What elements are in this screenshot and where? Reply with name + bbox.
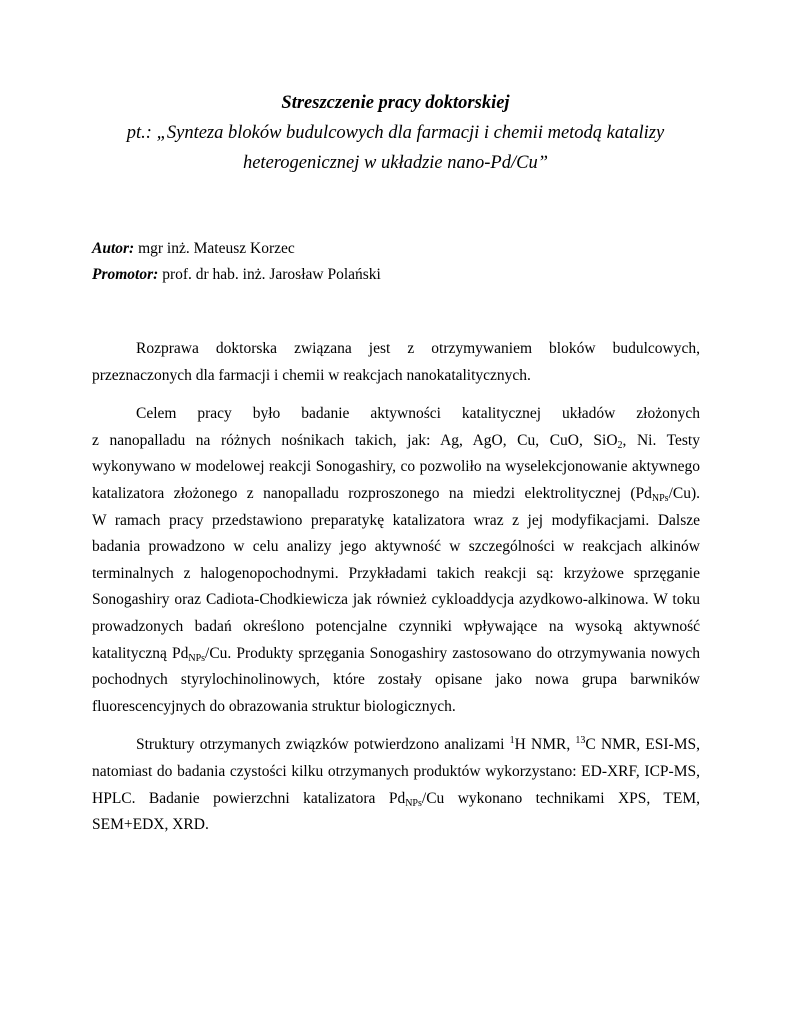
paragraph-line: badania prowadzono w celu analizy jego aktywność w szczególności w reakcjach alkinów <box>92 538 700 556</box>
paragraph-line: przeznaczonych dla farmacji i chemii w reakcjach nanokatalitycznych. <box>92 366 531 384</box>
text-run: C NMR, ESI-MS, <box>585 736 700 754</box>
paragraph-line: terminalnych z halogenopochodnymi. Przykładami takich reakcji są: krzyżowe sprzęganie <box>92 564 700 582</box>
paragraph-line: W ramach pracy przedstawiono preparatykę katalizatora wraz z jej modyfikacjami. Dalsze <box>92 511 700 529</box>
text-run: Struktury otrzymanych związków potwierdzono analizami <box>136 736 510 754</box>
paragraph-line: Sonogashiry oraz Cadiota-Chodkiewicza jak również cykloaddycja azydkowo-alkinowa. W toku <box>92 591 700 609</box>
promotor-row <box>92 262 381 288</box>
promotor-value: prof. dr hab. inż. Jarosław Polański <box>162 266 381 283</box>
paragraph-1 <box>92 336 700 389</box>
paragraph-line: pochodnych styrylochinolinowych, które zostały opisane jako nowa grupa barwników <box>92 671 700 689</box>
text-run: , Ni. Testy <box>622 431 700 449</box>
author-info <box>92 236 381 288</box>
thesis-title-line-2: heterogenicznej w układzie nano-Pd/Cu” <box>242 153 549 173</box>
superscript: 13 <box>575 735 586 747</box>
text-run: /Cu wykonano technikami XPS, TEM, <box>421 789 700 807</box>
text-run: katalityczną Pd <box>92 644 189 662</box>
document-title: Streszczenie pracy doktorskiej <box>281 93 510 113</box>
author-label: Autor: <box>92 240 135 257</box>
paragraph-line: prowadzonych badań określono potencjalne czynniki wpływające na wysoką aktywność <box>92 617 700 635</box>
paragraph-line: SEM+EDX, XRD. <box>92 816 209 834</box>
paragraph-line: Celem pracy było badanie aktywności katalitycznej układów złożonych <box>136 405 700 423</box>
paragraph-2 <box>92 401 700 720</box>
paragraph-line: fluorescencyjnych do obrazowania struktur biologicznych. <box>92 697 456 715</box>
paragraph-3 <box>92 732 700 838</box>
paragraph-line <box>92 786 700 813</box>
subscript: NPs <box>651 492 669 504</box>
paragraph-line: Rozprawa doktorska związana jest z otrzymywaniem bloków budulcowych, <box>136 340 700 357</box>
text-run: z nanopalladu na różnych nośnikach takich, jak: Ag, AgO, Cu, CuO, SiO <box>92 431 618 449</box>
text-run: /Cu). <box>668 484 700 502</box>
subscript: NPs <box>405 797 422 809</box>
superscript: 1 <box>509 735 515 747</box>
subscript: NPs <box>188 652 206 664</box>
promotor-label: Promotor: <box>92 266 159 283</box>
author-value: mgr inż. Mateusz Korzec <box>138 240 295 257</box>
paragraph-line <box>92 481 700 508</box>
paragraph-line <box>92 428 700 455</box>
paragraph-line <box>92 732 700 759</box>
paragraph-line <box>92 641 700 668</box>
text-run: /Cu. Produkty sprzęgania Sonogashiry zastosowano do otrzymywania nowych <box>205 644 700 662</box>
abstract-body <box>92 336 700 851</box>
author-row <box>92 236 381 262</box>
title-block <box>0 88 791 178</box>
paragraph-line: natomiast do badania czystości kilku otrzymanych produktów wykorzystano: ED-XRF, ICP-MS, <box>92 762 700 780</box>
text-run: HPLC. Badanie powierzchni katalizatora Pd <box>92 789 406 807</box>
text-run: H NMR, <box>514 736 576 754</box>
paragraph-line: wykonywano w modelowej reakcji Sonogashiry, co pozwoliło na wyselekcjonowanie aktywnego <box>92 458 700 476</box>
text-run: katalizatora złożonego z nanopalladu rozproszonego na miedzi elektrolitycznej (Pd <box>92 484 652 502</box>
thesis-title-line-1: pt.: „Synteza bloków budulcowych dla farmacji i chemii metodą katalizy <box>126 123 665 143</box>
subscript: 2 <box>617 439 623 451</box>
